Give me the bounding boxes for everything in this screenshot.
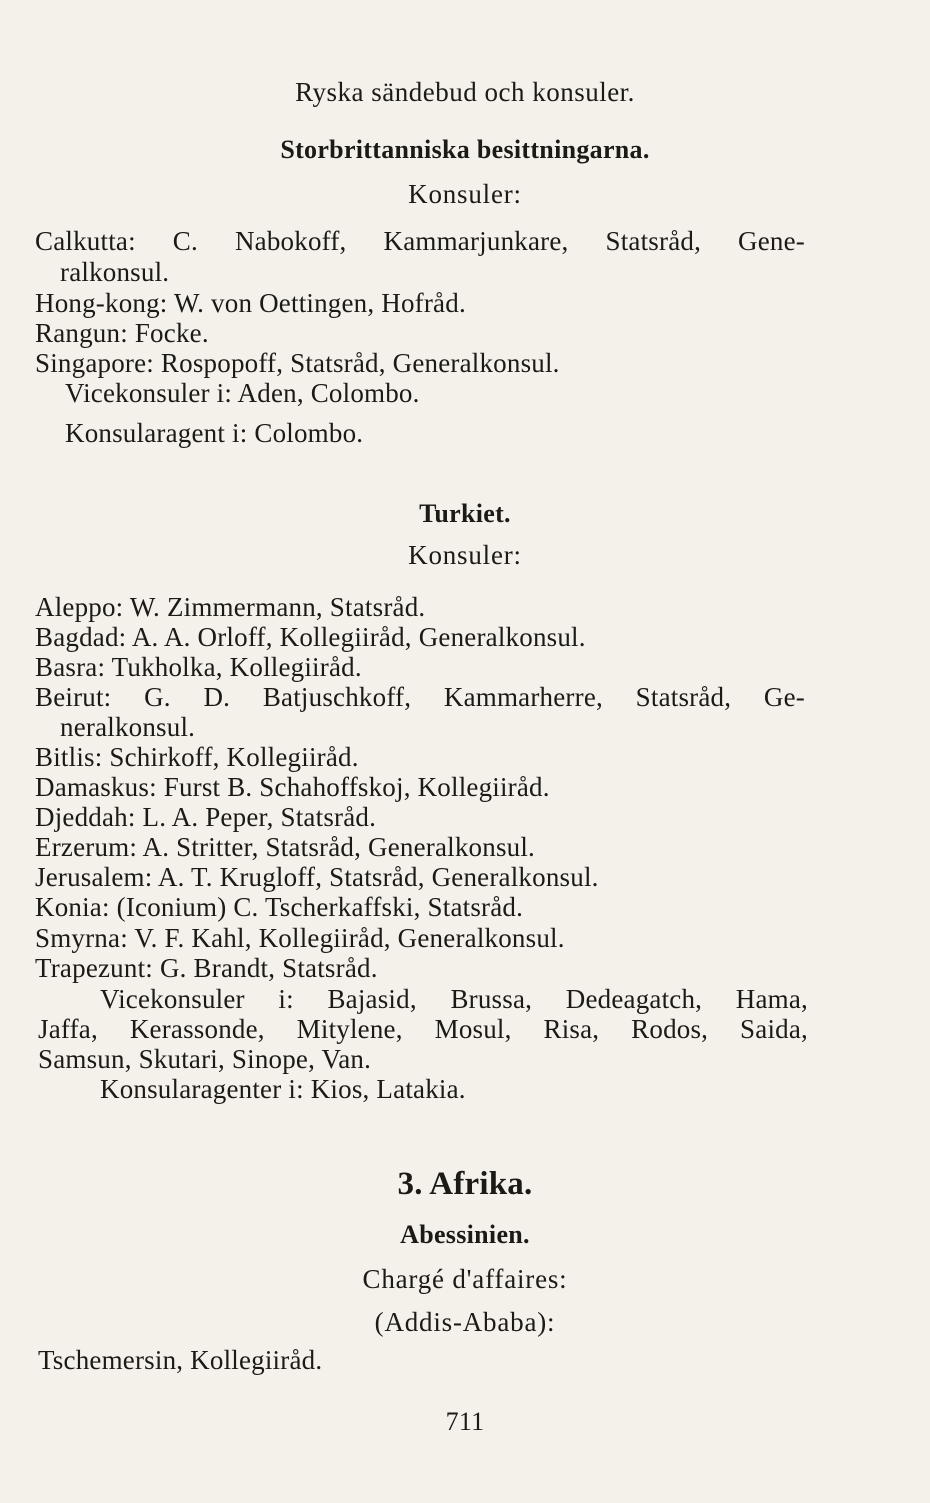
entry-konsularagenter-turkiet: Konsularagenter i: Kios, Latakia.	[100, 1074, 466, 1104]
entry-tschemersin: Tschemersin, Kollegiiråd.	[38, 1345, 323, 1375]
entry-konsularagent-brit: Konsularagent i: Colombo.	[65, 418, 364, 448]
place-addis-ababa: (Addis-Ababa):	[374, 1307, 556, 1337]
entry-erzerum: Erzerum: A. Stritter, Statsråd, Generalkonsul.	[35, 832, 535, 862]
entry-vicekonsuler-turkiet-cont1: Jaffa, Kerassonde, Mitylene, Mosul, Risa, Rodos, Saida,	[38, 1014, 808, 1044]
subheading-charge-daffaires: Chargé d'affaires:	[362, 1264, 568, 1294]
subheading-brit-konsuler: Konsuler:	[408, 179, 522, 209]
page-number: 711	[445, 1407, 485, 1436]
entry-vicekonsuler-brit: Vicekonsuler i: Aden, Colombo.	[65, 378, 420, 408]
entry-aleppo: Aleppo: W. Zimmermann, Statsråd.	[35, 592, 426, 622]
running-head: Ryska sändebud och konsuler.	[295, 77, 635, 107]
entry-beirut: Beirut: G. D. Batjuschkoff, Kammarherre, Statsråd, Ge-	[35, 682, 805, 712]
entry-smyrna: Smyrna: V. F. Kahl, Kollegiiråd, Generalkonsul.	[35, 923, 565, 953]
entry-hong-kong: Hong-kong: W. von Oettingen, Hofråd.	[35, 288, 466, 318]
entry-vicekonsuler-turkiet: Vicekonsuler i: Bajasid, Brussa, Dedeagatch, Hama,	[100, 984, 808, 1014]
subheading-turkiet-konsuler: Konsuler:	[408, 540, 522, 570]
entry-jerusalem: Jerusalem: A. T. Krugloff, Statsråd, Generalkonsul.	[35, 862, 599, 892]
entry-calkutta: Calkutta: C. Nabokoff, Kammarjunkare, Statsråd, Gene-	[35, 226, 805, 256]
entry-rangun: Rangun: Focke.	[35, 318, 209, 348]
chapter-heading-afrika: 3. Afrika.	[397, 1166, 533, 1202]
entry-konia: Konia: (Iconium) C. Tscherkaffski, Statsråd.	[35, 892, 524, 922]
section-heading-abessinien: Abessinien.	[400, 1220, 530, 1249]
entry-damaskus: Damaskus: Furst B. Schahoffskoj, Kollegiiråd.	[35, 772, 550, 802]
entry-singapore: Singapore: Rospopoff, Statsråd, Generalkonsul.	[35, 348, 560, 378]
entry-bitlis: Bitlis: Schirkoff, Kollegiiråd.	[35, 742, 359, 772]
entry-trapezunt: Trapezunt: G. Brandt, Statsråd.	[35, 953, 378, 983]
section-heading-brit: Storbrittanniska besittningarna.	[280, 135, 650, 164]
entry-beirut-cont: neralkonsul.	[60, 712, 196, 742]
entry-vicekonsuler-turkiet-cont2: Samsun, Skutari, Sinope, Van.	[38, 1044, 372, 1074]
entry-calkutta-cont: ralkonsul.	[60, 257, 170, 287]
entry-bagdad: Bagdad: A. A. Orloff, Kollegiiråd, Generalkonsul.	[35, 622, 586, 652]
entry-basra: Basra: Tukholka, Kollegiiråd.	[35, 652, 362, 682]
section-heading-turkiet: Turkiet.	[419, 499, 511, 528]
entry-djeddah: Djeddah: L. A. Peper, Statsråd.	[35, 802, 377, 832]
